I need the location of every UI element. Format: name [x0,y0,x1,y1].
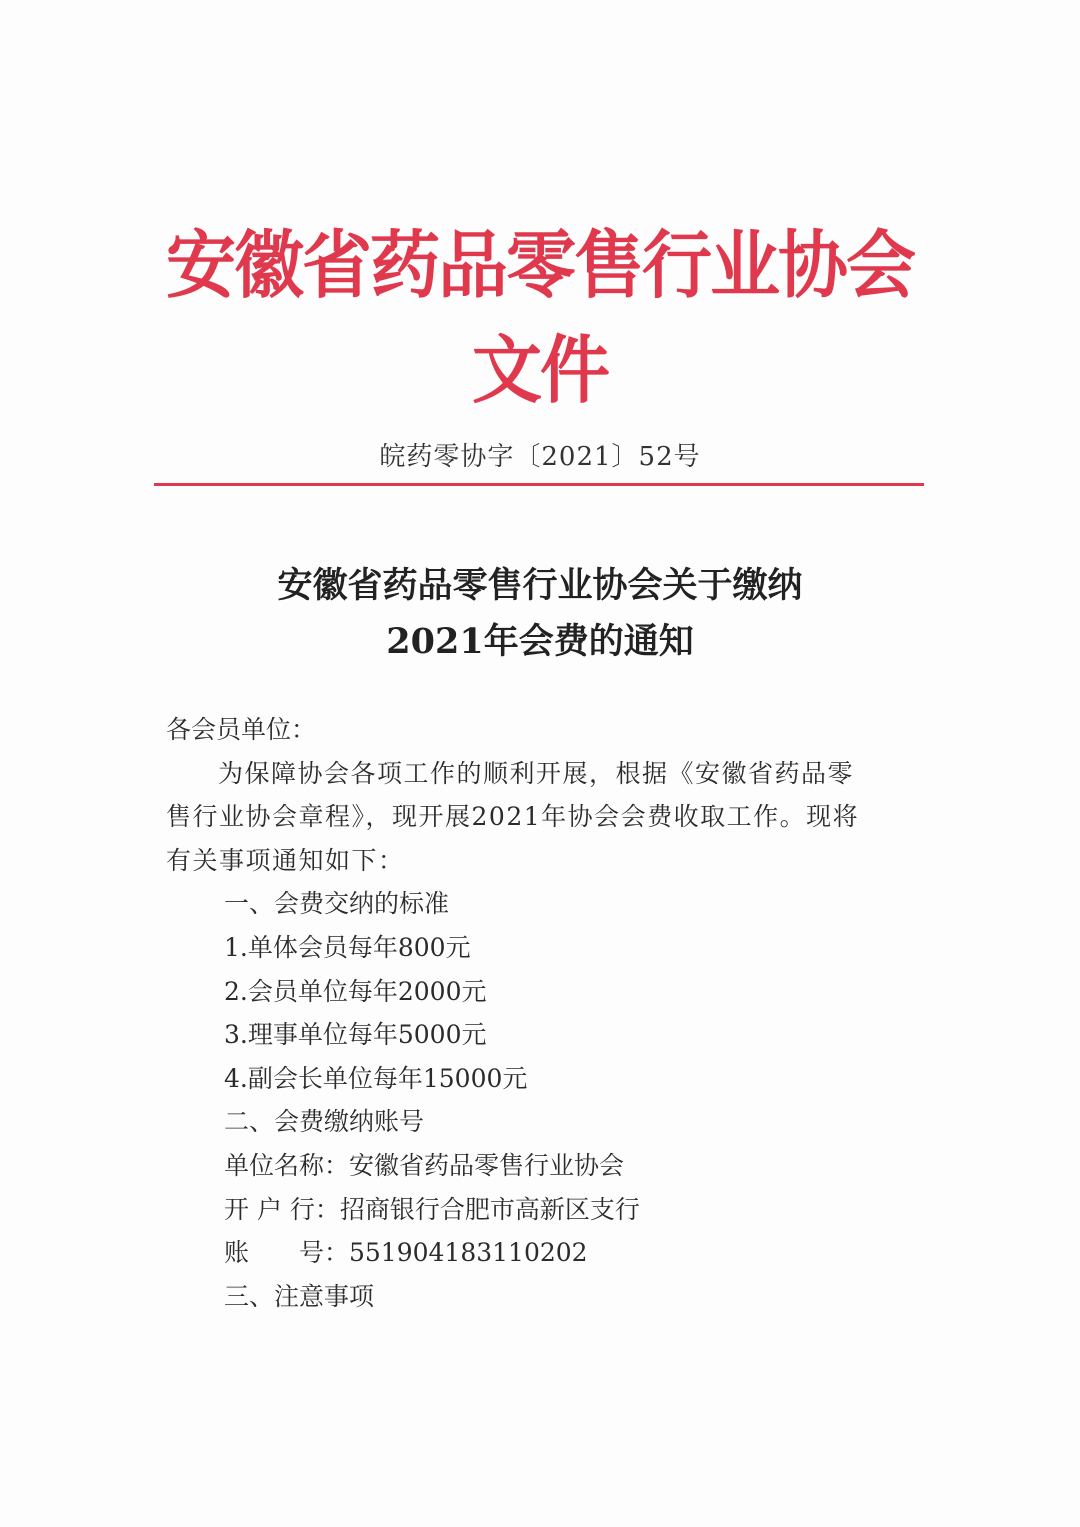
intro-line-1: 为保障协会各项工作的顺利开展，根据《安徽省药品零 [218,758,855,788]
notice-title-line2: 2021年会费的通知 [386,621,694,662]
account-name: 单位名称：安徽省药品零售行业协会 [224,1150,625,1180]
section2-heading: 二、会费缴纳账号 [224,1107,425,1137]
section3-heading: 三、注意事项 [224,1281,375,1311]
account-bank: 开 户 行：招商银行合肥市高新区支行 [224,1194,640,1224]
document-number: 皖药零协字〔2021〕52号 [379,442,701,472]
red-divider [154,483,924,486]
salutation: 各会员单位： [166,715,317,744]
intro-line-3: 有关事项通知如下： [166,845,405,875]
intro-line-2: 售行业协会章程》，现开展2021年协会会费收取工作。现将 [166,802,860,832]
account-number: 账 号：551904183110202 [224,1238,588,1268]
fee-item: 4.副会长单位每年15000元 [224,1063,528,1093]
notice-title-line1: 安徽省药品零售行业协会关于缴纳 [277,565,803,606]
fee-item: 3.理事单位每年5000元 [224,1020,487,1050]
fee-item: 1.单体会员每年800元 [224,932,471,962]
document-header-title: 安徽省药品零售行业协会文件 [166,222,914,414]
intro-paragraph [166,752,926,883]
notice-title [150,558,930,670]
fee-item: 2.会员单位每年2000元 [224,976,487,1006]
notice-body [166,708,926,1318]
section1-heading: 一、会费交纳的标准 [224,889,450,919]
